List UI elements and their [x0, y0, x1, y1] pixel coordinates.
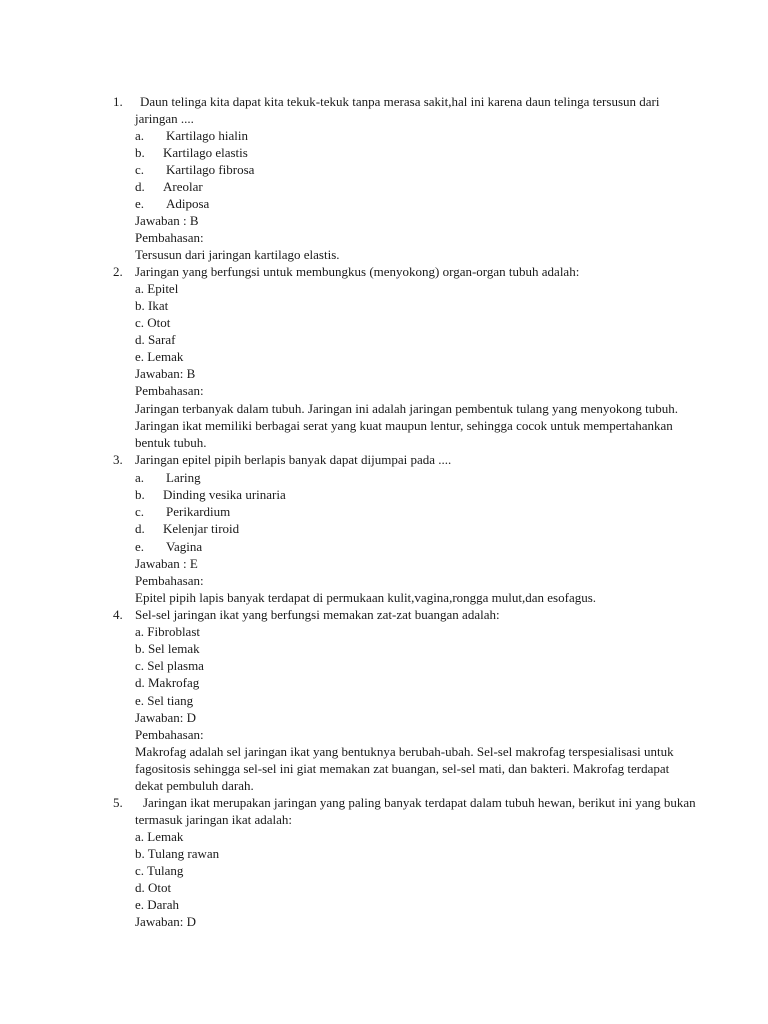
option-letter: d. — [135, 179, 145, 194]
question-number: 2. — [113, 264, 123, 279]
option-text: c. Sel plasma — [135, 658, 204, 673]
option-text: e. Lemak — [135, 349, 184, 364]
question-text: Sel-sel jaringan ikat yang berfungsi memakan zat-zat buangan adalah: — [135, 607, 500, 622]
question-text: jaringan .... — [135, 111, 194, 126]
answer-line: Jawaban: B — [135, 366, 196, 381]
question-text: Jaringan yang berfungsi untuk membungkus (menyokong) organ-organ tubuh adalah: — [135, 264, 580, 279]
option-letter: b. — [135, 487, 145, 502]
question-number: 1. — [113, 94, 123, 109]
option-letter: e. — [135, 196, 145, 211]
explanation-label: Pembahasan: — [135, 573, 204, 588]
explanation-text: fagositosis sehingga sel-sel ini giat memakan zat buangan, sel-sel mati, dan bakteri. Makrofag terdapat — [135, 761, 670, 776]
explanation-text: Makrofag adalah sel jaringan ikat yang bentuknya berubah-ubah. Sel-sel makrofag terspesialisasi untuk — [135, 744, 674, 759]
explanation-text: Epitel pipih lapis banyak terdapat di permukaan kulit,vagina,rongga mulut,dan esofagus. — [135, 590, 597, 605]
explanation-label: Pembahasan: — [135, 383, 204, 398]
option-letter: e. — [135, 539, 145, 554]
option-text: Laring — [166, 470, 201, 485]
question-text: Jaringan epitel pipih berlapis banyak dapat dijumpai pada .... — [135, 452, 452, 467]
question-number: 5. — [113, 795, 123, 810]
question-text: Jaringan ikat merupakan jaringan yang paling banyak terdapat dalam tubuh hewan, berikut ini yang bukan — [143, 795, 696, 810]
option-text: Kelenjar tiroid — [163, 521, 240, 536]
option-text: Vagina — [166, 539, 203, 554]
option-text: b. Ikat — [135, 298, 169, 313]
explanation-text: dekat pembuluh darah. — [135, 778, 254, 793]
option-text: d. Makrofag — [135, 675, 200, 690]
option-text: Dinding vesika urinaria — [163, 487, 286, 502]
option-text: Kartilago elastis — [163, 145, 248, 160]
option-text: b. Sel lemak — [135, 641, 200, 656]
option-letter: b. — [135, 145, 145, 160]
option-letter: a. — [135, 470, 145, 485]
option-text: e. Darah — [135, 897, 180, 912]
option-text: a. Fibroblast — [135, 624, 200, 639]
option-text: Kartilago fibrosa — [166, 162, 255, 177]
answer-line: Jawaban: D — [135, 710, 197, 725]
option-text: Areolar — [163, 179, 203, 194]
explanation-label: Pembahasan: — [135, 230, 204, 245]
option-text: a. Epitel — [135, 281, 179, 296]
option-letter: a. — [135, 128, 145, 143]
explanation-label: Pembahasan: — [135, 727, 204, 742]
explanation-text: Tersusun dari jaringan kartilago elastis. — [135, 247, 340, 262]
question-number: 4. — [113, 607, 123, 622]
option-text: Kartilago hialin — [166, 128, 248, 143]
option-letter: c. — [135, 504, 145, 519]
option-letter: c. — [135, 162, 145, 177]
option-text: d. Otot — [135, 880, 172, 895]
question-number: 3. — [113, 452, 123, 467]
answer-line: Jawaban : B — [135, 213, 199, 228]
option-text: a. Lemak — [135, 829, 184, 844]
option-text: c. Otot — [135, 315, 171, 330]
explanation-text: Jaringan ikat memiliki berbagai serat yang kuat maupun lentur, sehingga cocok untuk mempertahankan — [135, 418, 673, 433]
option-letter: d. — [135, 521, 145, 536]
explanation-text: bentuk tubuh. — [135, 435, 207, 450]
option-text: e. Sel tiang — [135, 693, 194, 708]
explanation-text: Jaringan terbanyak dalam tubuh. Jaringan ini adalah jaringan pembentuk tulang yang menyokong tubuh. — [135, 401, 678, 416]
answer-line: Jawaban: D — [135, 914, 197, 929]
option-text: b. Tulang rawan — [135, 846, 220, 861]
question-text: Daun telinga kita dapat kita tekuk-tekuk tanpa merasa sakit,hal ini karena daun telinga tersusun dari — [140, 94, 660, 109]
option-text: c. Tulang — [135, 863, 184, 878]
option-text: Perikardium — [166, 504, 231, 519]
option-text: d. Saraf — [135, 332, 176, 347]
answer-line: Jawaban : E — [135, 556, 198, 571]
option-text: Adiposa — [166, 196, 210, 211]
question-text: termasuk jaringan ikat adalah: — [135, 812, 293, 827]
